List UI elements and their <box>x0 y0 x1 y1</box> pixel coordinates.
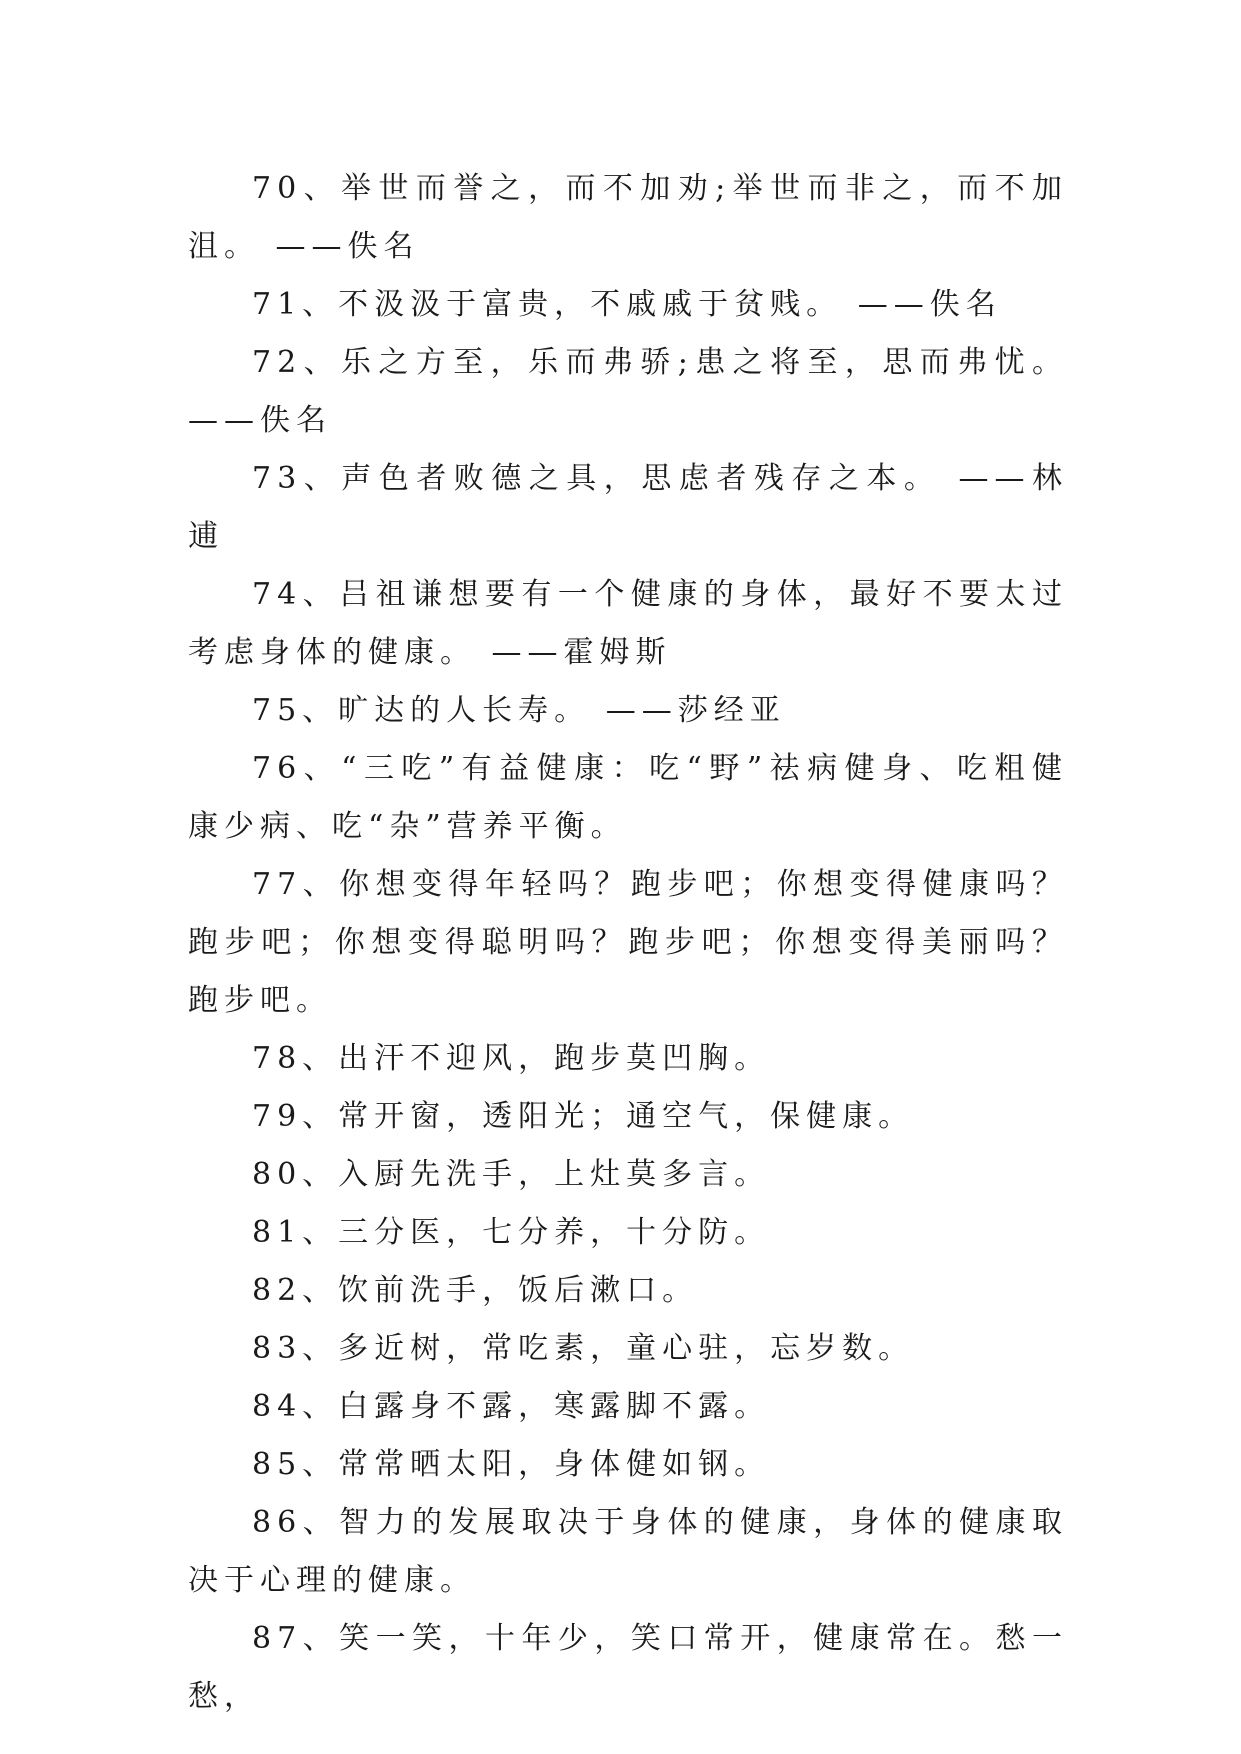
paragraph-80: 80、入厨先洗手，上灶莫多言。 <box>252 1157 771 1192</box>
paragraph-87: 87、笑一笑，十年少，笑口常开，健康常在。愁一愁， <box>188 1621 1068 1714</box>
paragraph-84: 84、白露身不露，寒露脚不露。 <box>252 1389 771 1424</box>
paragraph-79: 79、常开窗，透阳光；通空气，保健康。 <box>252 1099 915 1134</box>
paragraph-76: 76、“三吃”有益健康：吃“野”祛病健身、吃粗健康少病、吃“杂”营养平衡。 <box>188 751 1068 844</box>
paragraph-72: 72、乐之方至，乐而弗骄;患之将至，思而弗忧。 ——佚名 <box>188 345 1068 438</box>
paragraph-85: 85、常常晒太阳，身体健如钢。 <box>252 1447 771 1482</box>
paragraph-83: 83、多近树，常吃素，童心驻，忘岁数。 <box>252 1331 915 1366</box>
paragraph-73: 73、声色者败德之具，思虑者残存之本。 ——林逋 <box>188 461 1068 554</box>
paragraph-82: 82、饮前洗手，饭后漱口。 <box>252 1273 699 1308</box>
document-body <box>188 160 1068 1726</box>
paragraph-77: 77、你想变得年轻吗？跑步吧；你想变得健康吗？跑步吧；你想变得聪明吗？跑步吧；你想变得美丽吗？跑步吧。 <box>188 867 1068 1018</box>
paragraph-70: 70、举世而誉之，而不加劝;举世而非之，而不加沮。 ——佚名 <box>188 171 1068 264</box>
paragraph-78: 78、出汗不迎风，跑步莫凹胸。 <box>252 1041 771 1076</box>
paragraph-86: 86、智力的发展取决于身体的健康，身体的健康取决于心理的健康。 <box>188 1505 1068 1598</box>
paragraph-75: 75、旷达的人长寿。 ——莎经亚 <box>252 693 786 728</box>
paragraph-81: 81、三分医，七分养，十分防。 <box>252 1215 771 1250</box>
paragraph-74: 74、吕祖谦想要有一个健康的身体，最好不要太过考虑身体的健康。 ——霍姆斯 <box>188 577 1068 670</box>
paragraph-71: 71、不汲汲于富贵，不戚戚于贫贱。 ——佚名 <box>252 287 1002 322</box>
